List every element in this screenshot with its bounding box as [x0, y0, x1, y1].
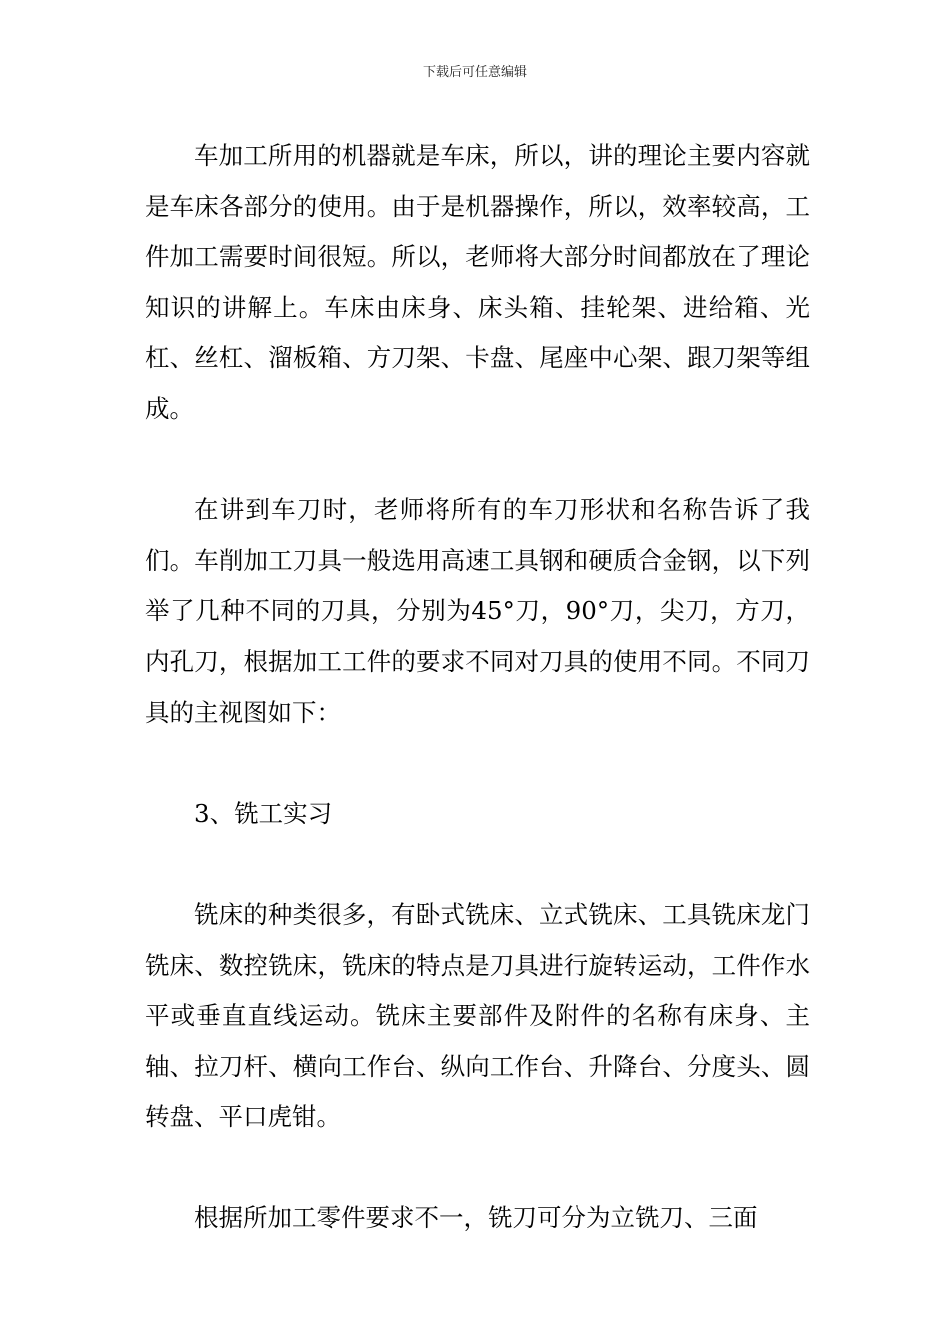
section-heading-milling: 3、铣工实习 — [194, 798, 333, 828]
paragraph-milling-machines: 铣床的种类很多，有卧式铣床、立式铣床、工具铣床龙门铣床、数控铣床，铣床的特点是刀具进行旋转运动，工件作水平或垂直直线运动。铣床主要部件及附件的名称有床身、主轴、拉刀杆、横向工作台、纵向工作台、升降台、分度头、圆转盘、平口虎钳。 — [145, 899, 810, 1132]
paragraph-lathe-tools: 在讲到车刀时，老师将所有的车刀形状和名称告诉了我们。车削加工刀具一般选用高速工具钢和硬质合金钢，以下列举了几种不同的刀具，分别为45°刀，90°刀，尖刀，方刀，内孔刀，根据加工工件的要求不同对刀具的使用不同。不同刀具的主视图如下： — [145, 495, 810, 727]
paragraph-lathe-overview: 车加工所用的机器就是车床，所以，讲的理论主要内容就是车床各部分的使用。由于是机器操作，所以，效率较高，工件加工需要时间很短。所以，老师将大部分时间都放在了理论知识的讲解上。车床由床身、床头箱、挂轮架、进给箱、光杠、丝杠、溜板箱、方刀架、卡盘、尾座中心架、跟刀架等组成。 — [145, 141, 810, 423]
paragraph-milling-cutters: 根据所加工零件要求不一，铣刀可分为立铣刀、三面 — [194, 1203, 758, 1233]
page-header-note: 下载后可任意编辑 — [422, 65, 527, 80]
document-body — [145, 131, 810, 1244]
